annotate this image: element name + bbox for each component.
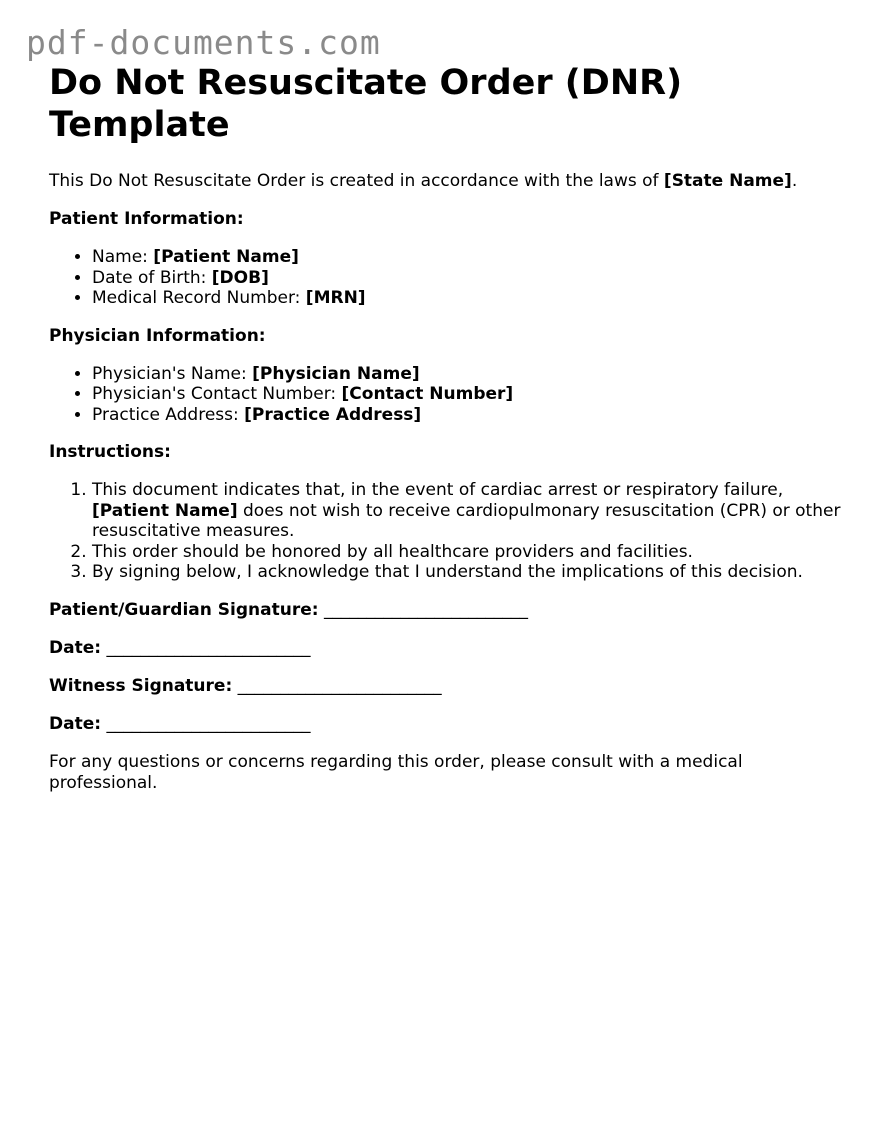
instruction-item-3: 3. By signing below, I acknowledge that I understand the implications of this decision. xyxy=(92,562,849,583)
instruction-1-end: does not wish to receive cardiopulmonary resuscitation (CPR) or other resuscitative measures. xyxy=(92,500,841,541)
patient-signature-label: Patient/Guardian Signature: xyxy=(49,599,319,620)
document-title: Do Not Resuscitate Order (DNR) Template xyxy=(49,63,683,145)
contact-number-item xyxy=(92,384,849,405)
patient-signature-blank[interactable]: ________________________ xyxy=(323,599,528,620)
footer-note: For any questions or concerns regarding this order, please consult with a medical professional. xyxy=(49,751,743,793)
patient-info-heading: Patient Information: xyxy=(49,209,244,229)
date-line-2 xyxy=(49,714,849,735)
patient-name-placeholder: [Patient Name] xyxy=(153,247,299,267)
dob-label: Date of Birth: xyxy=(92,267,212,288)
patient-info-list xyxy=(49,247,849,309)
date-line-1 xyxy=(49,638,849,659)
contact-number-placeholder: [Contact Number] xyxy=(341,384,514,404)
state-name-placeholder: [State Name] xyxy=(663,171,792,191)
document-page xyxy=(49,62,849,794)
mrn-item xyxy=(92,288,849,309)
intro-paragraph xyxy=(49,171,849,192)
physician-info-list xyxy=(49,364,849,426)
instructions-list xyxy=(49,480,849,583)
patient-signature-line xyxy=(49,600,849,621)
physician-info-heading: Physician Information: xyxy=(49,325,266,346)
instruction-item-1 xyxy=(92,480,849,542)
instructions-heading: Instructions: xyxy=(49,442,171,462)
dob-placeholder: [DOB] xyxy=(211,267,269,288)
witness-signature-line xyxy=(49,676,849,697)
witness-signature-blank[interactable]: ________________________ xyxy=(237,675,442,696)
dob-item xyxy=(92,268,849,289)
instruction-1-start: This document indicates that, in the event of cardiac arrest or respiratory failure, xyxy=(92,480,784,500)
physician-name-label: Physician's Name: xyxy=(92,363,253,384)
patient-name-label: Name: xyxy=(92,247,154,267)
watermark: pdf-documents.com xyxy=(26,23,381,62)
instruction-item-2: 2. This order should be honored by all healthcare providers and facilities. xyxy=(92,542,849,563)
practice-address-placeholder: [Practice Address] xyxy=(244,404,422,425)
date-blank-1[interactable]: ________________________ xyxy=(106,637,311,658)
mrn-label: Medical Record Number: xyxy=(92,288,306,308)
practice-address-item xyxy=(92,405,849,426)
mrn-placeholder: [MRN] xyxy=(305,288,366,308)
date-label-1: Date: xyxy=(49,637,102,658)
intro-text: This Do Not Resuscitate Order is created in accordance with the laws of xyxy=(49,171,664,191)
contact-number-label: Physician's Contact Number: xyxy=(92,384,342,404)
date-blank-2[interactable]: ________________________ xyxy=(106,713,311,734)
physician-name-item xyxy=(92,364,849,385)
practice-address-label: Practice Address: xyxy=(92,404,245,425)
date-label-2: Date: xyxy=(49,713,102,734)
physician-name-placeholder: [Physician Name] xyxy=(252,363,420,384)
witness-signature-label: Witness Signature: xyxy=(49,675,233,696)
patient-name-item xyxy=(92,247,849,268)
instruction-patient-placeholder: [Patient Name] xyxy=(92,500,238,521)
intro-end: . xyxy=(791,171,798,191)
